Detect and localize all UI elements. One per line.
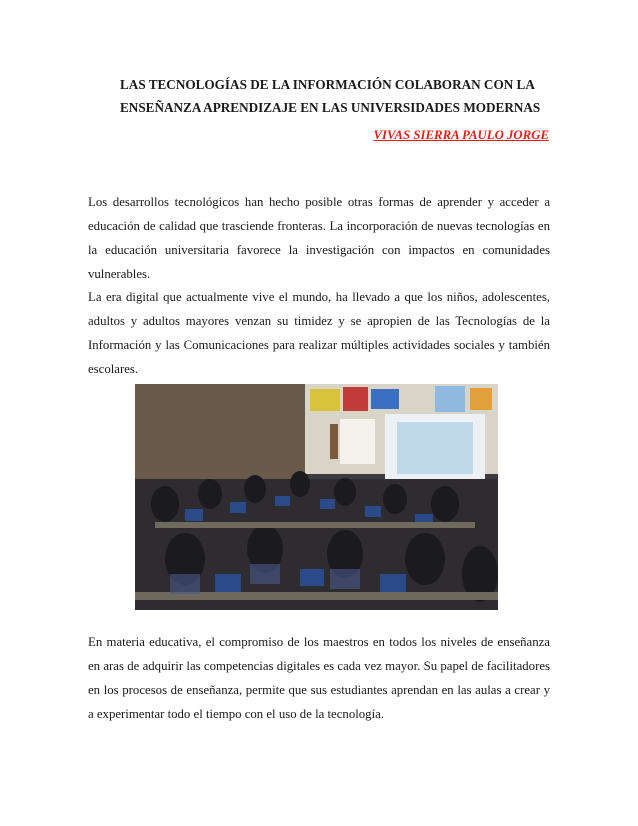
paragraph-1: Los desarrollos tecnológicos han hecho posible otras formas de aprender y acceder a educación de calidad que trasciende fronteras. La incorporación de nuevas tecnologías en la educación universitaria favorece la investigación con impactos en comunidades vulnerables. [88, 195, 550, 281]
paragraph-2: La era digital que actualmente vive el mundo, ha llevado a que los niños, adolescentes, adultos y adultos mayores venzan su timidez y se apropien de las Tecnologías de la Información y las Comunicaciones para realizar múltiples actividades sociales y también escolares. [88, 290, 550, 376]
classroom-photo [135, 384, 498, 610]
author-name: VIVAS SIERRA PAULO JORGE [373, 128, 549, 142]
document-title [88, 73, 550, 119]
title-line-1: LAS TECNOLOGÍAS DE LA INFORMACIÓN COLABORAN CON LA [120, 77, 535, 92]
paragraph-3: En materia educativa, el compromiso de los maestros en todos los niveles de enseñanza en aras de adquirir las competencias digitales es cada vez mayor. Su papel de facilitadores en los procesos de enseñanza, permite que sus estudiantes aprendan en las aulas a crear y a experimentar todo el tiempo con el uso de la tecnología. [88, 635, 550, 721]
title-line-2: ENSEÑANZA APRENDIZAJE EN LAS UNIVERSIDADES MODERNAS [120, 100, 541, 115]
